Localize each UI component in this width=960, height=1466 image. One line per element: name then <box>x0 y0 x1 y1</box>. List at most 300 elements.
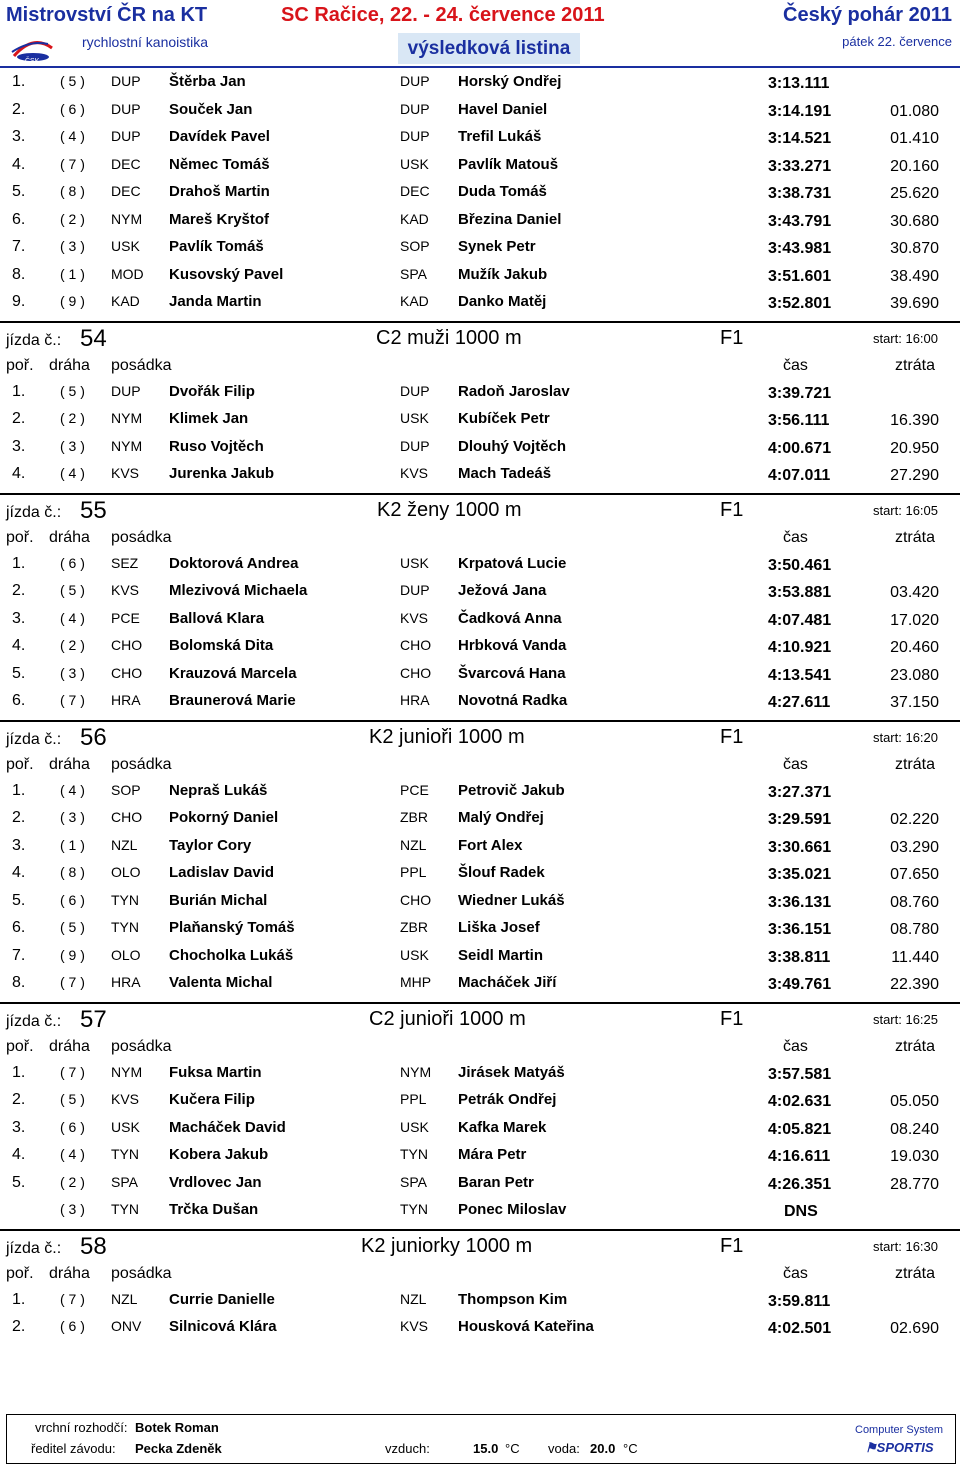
result-paddler-1: Kobera Jakub <box>169 1146 269 1163</box>
result-row <box>0 1287 960 1315</box>
result-loss: 02.690 <box>890 1320 939 1337</box>
result-paddler-1: Currie Danielle <box>169 1290 275 1308</box>
result-club-1: TYN <box>111 919 139 935</box>
race-start-time: start: 16:25 <box>872 1011 938 1027</box>
result-row <box>0 289 960 317</box>
result-lane: ( 8 ) <box>60 183 85 199</box>
result-row <box>0 406 960 434</box>
result-club-1: NZL <box>111 1290 138 1307</box>
result-paddler-2: Wiedner Lukáš <box>458 891 565 909</box>
result-paddler-1: Ballová Klara <box>169 609 265 627</box>
result-rank: 8. <box>12 974 26 991</box>
result-rank: 3. <box>12 437 26 455</box>
result-lane: ( 2 ) <box>60 210 85 227</box>
result-club-2: DUP <box>400 73 430 89</box>
race-category: K2 junioři 1000 m <box>369 725 525 748</box>
result-rank: 2. <box>12 1091 26 1108</box>
result-paddler-2: Hrbková Vanda <box>458 637 567 654</box>
result-time: 4:16.611 <box>768 1148 831 1165</box>
result-row <box>0 234 960 262</box>
result-time: DNS <box>784 1203 818 1220</box>
result-rank: 4. <box>12 864 26 881</box>
result-paddler-2: Mach Tadeáš <box>458 465 552 482</box>
column-headers <box>0 754 960 778</box>
result-club-2: TYN <box>400 1146 428 1162</box>
result-club-2: USK <box>400 946 429 963</box>
result-club-2: SOP <box>400 238 430 254</box>
result-time: 3:51.601 <box>768 267 832 285</box>
result-lane: ( 7 ) <box>60 1063 85 1080</box>
result-paddler-2: Fort Alex <box>458 836 523 854</box>
race-start-time: start: 16:05 <box>872 502 938 518</box>
result-lane: ( 3 ) <box>60 809 85 825</box>
result-rank: 4. <box>12 465 26 482</box>
col-lane-header: dráha <box>49 356 90 374</box>
col-crew-header: posádka <box>111 356 172 374</box>
result-loss: 27.290 <box>890 467 939 484</box>
col-loss-header: ztráta <box>894 1264 935 1282</box>
result-club-1: DEC <box>111 183 141 199</box>
result-loss: 38.490 <box>890 267 939 285</box>
result-paddler-1: Silnicová Klára <box>169 1318 277 1335</box>
result-time: 3:38.811 <box>768 948 831 966</box>
result-loss: 01.080 <box>890 102 939 120</box>
col-time-header: čas <box>783 1264 808 1282</box>
race-section <box>0 1004 960 1231</box>
result-club-2: USK <box>400 410 429 426</box>
race-start-time: start: 16:00 <box>872 330 938 346</box>
result-club-2: DUP <box>400 100 430 117</box>
race-number: 55 <box>80 496 107 524</box>
result-club-2: KVS <box>400 465 429 481</box>
result-club-1: OLO <box>111 946 141 963</box>
result-rank: 6. <box>12 919 26 936</box>
result-paddler-1: Němec Tomáš <box>169 155 270 173</box>
column-headers <box>0 355 960 379</box>
result-club-2: ZBR <box>400 919 428 935</box>
result-paddler-2: Březina Daniel <box>458 210 562 228</box>
result-paddler-1: Taylor Cory <box>169 836 252 854</box>
result-lane: ( 7 ) <box>60 692 85 708</box>
logo-text: ČSK <box>25 58 40 64</box>
result-club-1: NYM <box>111 437 143 454</box>
result-paddler-2: Baran Petr <box>458 1173 534 1191</box>
result-club-1: DUP <box>111 73 141 89</box>
result-club-1: KVS <box>111 465 140 481</box>
result-time: 3:56.111 <box>768 412 830 429</box>
result-loss: 20.160 <box>890 157 939 175</box>
result-time: 4:27.611 <box>768 694 831 711</box>
result-rank: 6. <box>12 692 26 709</box>
result-club-1: DEC <box>111 155 141 172</box>
race-start-time: start: 16:20 <box>872 729 938 745</box>
result-rank: 1. <box>12 781 26 799</box>
result-club-2: HRA <box>400 692 430 708</box>
result-time: 4:07.481 <box>768 611 832 629</box>
col-lane-header: dráha <box>49 528 90 546</box>
result-row <box>0 633 960 661</box>
result-paddler-1: Doktorová Andrea <box>169 554 299 572</box>
result-rank: 2. <box>12 809 26 826</box>
col-loss-header: ztráta <box>894 356 935 374</box>
result-club-2: NYM <box>400 1063 432 1080</box>
race-header <box>0 1004 960 1036</box>
race-number: 54 <box>80 324 107 352</box>
result-lane: ( 7 ) <box>60 155 85 172</box>
result-time: 3:57.581 <box>768 1065 832 1083</box>
result-lane: ( 5 ) <box>60 582 85 598</box>
col-lane-header: dráha <box>49 1264 90 1282</box>
result-rank: 2. <box>12 582 26 599</box>
result-paddler-2: Macháček Jiří <box>458 974 557 991</box>
result-club-2: DUP <box>400 382 430 399</box>
result-lane: ( 7 ) <box>60 1290 85 1307</box>
race-section <box>0 722 960 1004</box>
result-lane: ( 1 ) <box>60 265 85 282</box>
race-results <box>0 69 960 1342</box>
result-rank: 3. <box>12 609 26 627</box>
result-club-2: PCE <box>400 781 429 798</box>
result-club-1: CHO <box>111 637 143 653</box>
race-header <box>0 1231 960 1263</box>
race-final: F1 <box>720 498 744 521</box>
result-club-2: CHO <box>400 664 432 681</box>
result-rank: 7. <box>12 946 26 964</box>
race-number-label: jízda č.: <box>6 730 62 748</box>
result-rank: 1. <box>12 73 26 90</box>
result-rank: 2. <box>12 100 26 118</box>
result-paddler-1: Fuksa Martin <box>169 1063 262 1081</box>
result-paddler-1: Pokorný Daniel <box>169 809 279 826</box>
result-paddler-2: Šlouf Radek <box>458 864 545 881</box>
result-lane: ( 2 ) <box>60 1173 85 1190</box>
result-paddler-1: Souček Jan <box>169 100 253 118</box>
discipline-subtitle: rychlostní kanoistika <box>82 34 209 50</box>
result-paddler-1: Vrdlovec Jan <box>169 1173 262 1191</box>
result-lane: ( 5 ) <box>60 1091 85 1107</box>
result-row <box>0 578 960 606</box>
result-lane: ( 4 ) <box>60 128 85 144</box>
result-paddler-1: Valenta Michal <box>169 974 273 991</box>
result-loss: 37.150 <box>890 694 939 711</box>
race-section <box>0 495 960 722</box>
result-paddler-1: Dvořák Filip <box>169 382 255 400</box>
result-paddler-2: Duda Tomáš <box>458 183 547 200</box>
result-time: 3:49.761 <box>768 976 832 993</box>
race-category: C2 muži 1000 m <box>376 326 522 349</box>
result-row <box>0 152 960 180</box>
result-club-1: KAD <box>111 293 140 309</box>
result-lane: ( 4 ) <box>60 465 85 481</box>
page-header <box>0 0 960 68</box>
result-row <box>0 1142 960 1170</box>
race-category: K2 juniorky 1000 m <box>361 1234 533 1257</box>
result-club-1: NZL <box>111 836 138 853</box>
result-loss: 16.390 <box>890 412 939 429</box>
result-time: 4:05.821 <box>768 1120 832 1138</box>
race-category: C2 junioři 1000 m <box>369 1007 526 1030</box>
result-row <box>0 661 960 689</box>
race-number-label: jízda č.: <box>6 1239 62 1257</box>
result-club-2: SPA <box>400 265 427 282</box>
result-lane: ( 4 ) <box>60 781 85 798</box>
race-number: 57 <box>80 1005 107 1033</box>
col-time-header: čas <box>783 755 808 773</box>
result-row <box>0 915 960 943</box>
result-row <box>0 860 960 888</box>
result-club-1: TYN <box>111 891 139 908</box>
result-club-2: PPL <box>400 864 427 880</box>
result-club-1: DUP <box>111 382 141 399</box>
result-paddler-2: Trefil Lukáš <box>458 128 542 145</box>
result-paddler-2: Danko Matěj <box>458 293 547 310</box>
race-number-label: jízda č.: <box>6 331 62 349</box>
result-lane: ( 1 ) <box>60 836 85 853</box>
result-time: 3:14.521 <box>768 130 832 147</box>
result-paddler-2: Pavlík Matouš <box>458 155 559 173</box>
result-time: 3:14.191 <box>768 102 832 120</box>
result-club-1: DUP <box>111 128 141 144</box>
race-header <box>0 495 960 527</box>
result-rank: 3. <box>12 1118 26 1136</box>
result-club-1: TYN <box>111 1201 139 1217</box>
race-header <box>0 722 960 754</box>
result-loss: 03.420 <box>890 584 939 601</box>
result-paddler-1: Chocholka Lukáš <box>169 946 294 964</box>
race-final: F1 <box>720 1007 744 1030</box>
race-section <box>0 323 960 495</box>
result-club-2: DEC <box>400 183 430 199</box>
result-loss: 17.020 <box>890 611 939 629</box>
result-club-2: TYN <box>400 1201 428 1217</box>
result-loss: 03.290 <box>890 838 939 856</box>
result-club-2: KVS <box>400 609 429 626</box>
result-paddler-1: Braunerová Marie <box>169 692 296 709</box>
result-club-1: NYM <box>111 410 143 426</box>
result-paddler-1: Janda Martin <box>169 293 262 310</box>
water-temp-value: 20.0 <box>590 1441 616 1456</box>
result-row <box>0 1115 960 1143</box>
race-number: 58 <box>80 1232 107 1260</box>
result-time: 3:50.461 <box>768 556 832 574</box>
result-paddler-2: Thompson Kim <box>458 1290 568 1308</box>
header-divider <box>0 66 960 68</box>
result-lane: ( 6 ) <box>60 1318 85 1334</box>
result-rank: 1. <box>12 1063 26 1081</box>
result-loss: 05.050 <box>890 1093 939 1110</box>
result-rank: 5. <box>12 183 26 200</box>
result-club-1: KVS <box>111 582 140 598</box>
result-lane: ( 3 ) <box>60 238 85 254</box>
result-rank: 5. <box>12 1173 26 1191</box>
result-row <box>0 461 960 489</box>
result-paddler-2: Ježová Jana <box>458 582 547 599</box>
result-club-1: KVS <box>111 1091 140 1107</box>
result-loss: 28.770 <box>890 1175 939 1193</box>
result-row <box>0 778 960 806</box>
result-row <box>0 1060 960 1088</box>
result-club-1: MOD <box>111 265 144 282</box>
result-club-2: DUP <box>400 437 430 454</box>
result-paddler-2: Novotná Radka <box>458 692 568 709</box>
result-paddler-2: Jirásek Matyáš <box>458 1063 565 1081</box>
result-lane: ( 7 ) <box>60 974 85 990</box>
result-loss: 08.760 <box>890 893 939 911</box>
result-time: 3:59.811 <box>768 1292 831 1310</box>
sportis-logo <box>865 1440 934 1456</box>
result-rank: 5. <box>12 664 26 682</box>
result-club-2: USK <box>400 554 429 571</box>
race-final: F1 <box>720 326 744 349</box>
result-paddler-2: Petrovič Jakub <box>458 781 565 799</box>
result-loss: 25.620 <box>890 185 939 202</box>
result-rank: 2. <box>12 410 26 427</box>
result-paddler-1: Mareš Kryštof <box>169 210 270 228</box>
result-paddler-1: Kučera Filip <box>169 1091 255 1108</box>
result-lane: ( 6 ) <box>60 891 85 908</box>
result-lane: ( 2 ) <box>60 637 85 653</box>
result-time: 3:52.801 <box>768 295 832 312</box>
result-club-1: SOP <box>111 781 141 798</box>
result-paddler-1: Trčka Dušan <box>169 1201 259 1218</box>
result-rank: 8. <box>12 265 26 283</box>
csk-logo-icon <box>10 30 56 64</box>
result-loss: 08.780 <box>890 921 939 938</box>
result-row <box>0 833 960 861</box>
race-date: pátek 22. července <box>842 34 952 49</box>
result-loss: 20.950 <box>890 439 939 457</box>
result-club-1: HRA <box>111 692 141 708</box>
result-paddler-2: Horský Ondřej <box>458 73 562 90</box>
col-crew-header: posádka <box>111 755 172 773</box>
result-club-1: DUP <box>111 100 141 117</box>
result-paddler-2: Kubíček Petr <box>458 410 550 427</box>
result-time: 4:00.671 <box>768 439 832 457</box>
result-time: 3:27.371 <box>768 783 832 801</box>
result-club-2: SPA <box>400 1173 427 1190</box>
water-temp-unit: °C <box>623 1441 638 1456</box>
result-paddler-1: Jurenka Jakub <box>169 465 275 482</box>
results-list-title: výsledková listina <box>398 33 580 64</box>
result-lane: ( 2 ) <box>60 410 85 426</box>
referee-label: vrchní rozhodčí: <box>35 1420 128 1435</box>
result-time: 3:39.721 <box>768 384 832 402</box>
cup-title: Český pohár 2011 <box>783 4 952 26</box>
result-time: 3:33.271 <box>768 157 832 175</box>
result-club-2: USK <box>400 155 429 172</box>
result-paddler-1: Ruso Vojtěch <box>169 437 264 455</box>
result-paddler-1: Bolomská Dita <box>169 637 274 654</box>
result-lane: ( 4 ) <box>60 1146 85 1162</box>
result-loss: 19.030 <box>890 1148 939 1165</box>
result-club-2: CHO <box>400 637 432 653</box>
result-rank: 1. <box>12 382 26 400</box>
result-paddler-2: Liška Josef <box>458 919 540 936</box>
result-loss: 30.680 <box>890 212 939 230</box>
result-time: 3:29.591 <box>768 811 832 828</box>
referee-name: Botek Roman <box>135 1420 219 1435</box>
result-row <box>0 207 960 235</box>
result-paddler-1: Plaňanský Tomáš <box>169 919 295 936</box>
col-loss-header: ztráta <box>894 528 935 546</box>
race-final: F1 <box>720 1234 744 1257</box>
result-row <box>0 379 960 407</box>
result-paddler-1: Kusovský Pavel <box>169 265 284 283</box>
result-time: 3:43.981 <box>768 240 832 257</box>
result-time: 3:43.791 <box>768 212 832 230</box>
result-time: 4:02.631 <box>768 1093 832 1110</box>
result-club-2: CHO <box>400 891 432 908</box>
result-club-2: KAD <box>400 293 429 309</box>
result-paddler-2: Housková Kateřina <box>458 1318 594 1335</box>
result-lane: ( 3 ) <box>60 437 85 454</box>
race-number: 56 <box>80 723 107 751</box>
race-section <box>0 1231 960 1342</box>
col-lane-header: dráha <box>49 755 90 773</box>
result-loss: 20.460 <box>890 639 939 656</box>
result-paddler-2: Švarcová Hana <box>458 664 566 682</box>
result-club-1: USK <box>111 1118 140 1135</box>
result-loss: 30.870 <box>890 240 939 257</box>
result-club-1: HRA <box>111 974 141 990</box>
air-temp-value: 15.0 <box>473 1441 499 1456</box>
result-rank: 4. <box>12 1146 26 1163</box>
result-row <box>0 124 960 152</box>
result-rank: 3. <box>12 128 26 145</box>
result-row <box>0 1087 960 1115</box>
race-number-label: jízda č.: <box>6 503 62 521</box>
column-headers <box>0 1036 960 1060</box>
air-temp-unit: °C <box>505 1441 520 1456</box>
result-club-2: DUP <box>400 128 430 144</box>
result-time: 3:30.661 <box>768 838 832 856</box>
result-club-1: USK <box>111 238 140 254</box>
result-row <box>0 434 960 462</box>
page-footer <box>6 1414 956 1464</box>
result-lane: ( 3 ) <box>60 664 85 681</box>
result-loss: 11.440 <box>891 948 939 966</box>
result-paddler-2: Dlouhý Vojtěch <box>458 437 567 455</box>
event-title: SC Račice, 22. - 24. července 2011 <box>281 4 605 26</box>
result-club-2: USK <box>400 1118 429 1135</box>
result-paddler-2: Kafka Marek <box>458 1118 547 1136</box>
result-club-1: NYM <box>111 210 143 227</box>
col-loss-header: ztráta <box>894 1037 935 1055</box>
result-lane: ( 5 ) <box>60 73 85 89</box>
director-label: ředitel závodu: <box>31 1441 116 1456</box>
sportis-brand: SPORTIS <box>876 1440 934 1455</box>
result-lane: ( 6 ) <box>60 554 85 571</box>
result-paddler-2: Mužík Jakub <box>458 265 548 283</box>
result-paddler-2: Čadková Anna <box>458 609 562 627</box>
result-club-2: PPL <box>400 1091 427 1107</box>
result-club-1: SEZ <box>111 554 139 571</box>
result-row <box>0 970 960 998</box>
result-rank: 4. <box>12 637 26 654</box>
result-lane: ( 4 ) <box>60 609 85 626</box>
column-headers <box>0 527 960 551</box>
result-lane: ( 3 ) <box>60 1201 85 1217</box>
result-loss: 01.410 <box>890 130 939 147</box>
result-club-1: CHO <box>111 809 143 825</box>
result-lane: ( 9 ) <box>60 946 85 963</box>
race-number-label: jízda č.: <box>6 1012 62 1030</box>
water-temp-label: voda: <box>548 1441 580 1456</box>
result-rank: 2. <box>12 1318 26 1335</box>
result-row <box>0 262 960 290</box>
result-club-1: OLO <box>111 864 141 880</box>
result-paddler-2: Mára Petr <box>458 1146 527 1163</box>
